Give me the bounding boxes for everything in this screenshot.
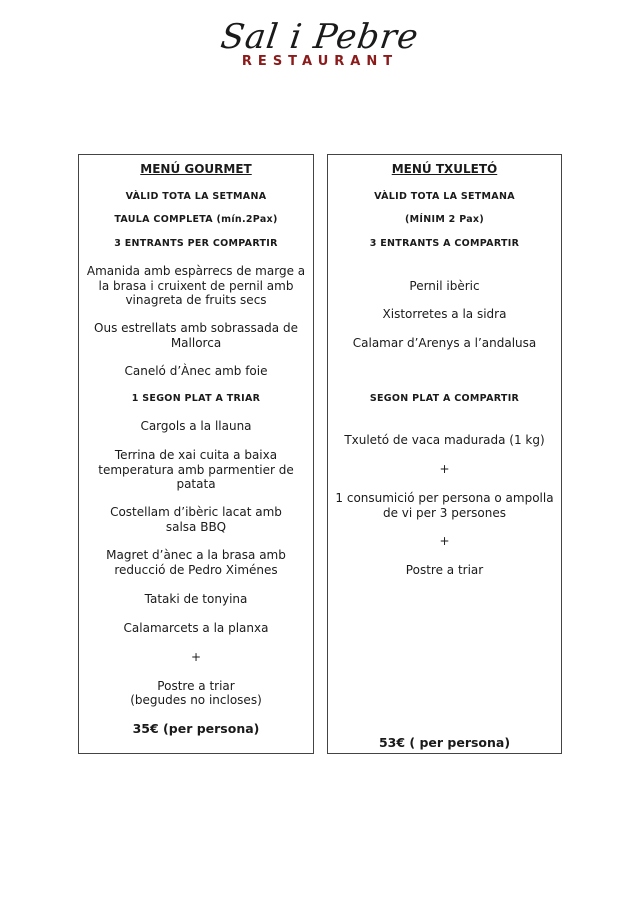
mains-heading: 1 SEGON PLAT A TRIAR [131, 393, 261, 404]
dessert-item: Postre a triar [157, 679, 235, 693]
menu-price: 35€ (per persona) [132, 721, 260, 736]
restaurant-logo [0, 18, 640, 70]
main-item: Magret d’ànec a la brasa amb reducció de Pedro Ximénes [106, 548, 286, 577]
menu-validity: VÀLID TOTA LA SETMANA [374, 191, 515, 202]
menu-txuleto-panel [327, 154, 562, 754]
plus-sign: + [190, 650, 202, 664]
menu-price: 53€ ( per persona) [378, 735, 511, 750]
starter-item: Amanida amb espàrrecs de marge a la brasa i cruixent de pernil amb vinagreta de fruits secs [86, 264, 306, 307]
starter-item: Ous estrellats amb sobrassada de Mallorca [94, 321, 298, 350]
menu-requirement: TAULA COMPLETA (mín.2Pax) [114, 214, 278, 225]
menu-validity: VÀLID TOTA LA SETMANA [125, 191, 267, 202]
plus-sign: + [439, 534, 450, 548]
main-item: Terrina de xai cuita a baixa temperatura amb parmentier de patata [98, 448, 294, 491]
starters-heading: 3 ENTRANTS A COMPARTIR [369, 238, 520, 249]
menu-title: MENÚ TXULETÓ [391, 162, 498, 176]
menu-gourmet-panel [78, 154, 314, 754]
logo-name: Sal i Pebre [218, 17, 422, 57]
main-item: Calamarcets a la planxa [123, 621, 269, 635]
starter-item: Calamar d’Arenys a l’andalusa [352, 336, 537, 350]
logo-subtitle: RESTAURANT [241, 54, 399, 69]
drinks-note: (begudes no incloses) [130, 693, 262, 707]
mains-heading: SEGON PLAT A COMPARTIR [369, 393, 520, 404]
starter-item: Caneló d’Ànec amb foie [124, 364, 268, 378]
main-item: Costellam d’ibèric lacat amb salsa BBQ [110, 505, 282, 534]
dessert-item: Postre a triar [405, 563, 484, 577]
starter-item: Xistorretes a la sidra [382, 307, 507, 321]
drink-item: 1 consumició per persona o ampolla de vi per 3 persones [335, 491, 554, 520]
main-item: Cargols a la llauna [140, 419, 252, 433]
menu-requirement: (MÍNIM 2 Pax) [405, 214, 484, 225]
main-item: Txuletó de vaca madurada (1 kg) [344, 433, 545, 447]
main-item: Tataki de tonyina [144, 592, 248, 606]
menu-title: MENÚ GOURMET [140, 162, 252, 176]
starter-item: Pernil ibèric [409, 279, 480, 293]
plus-sign: + [439, 462, 450, 476]
starters-heading: 3 ENTRANTS PER COMPARTIR [114, 238, 278, 249]
